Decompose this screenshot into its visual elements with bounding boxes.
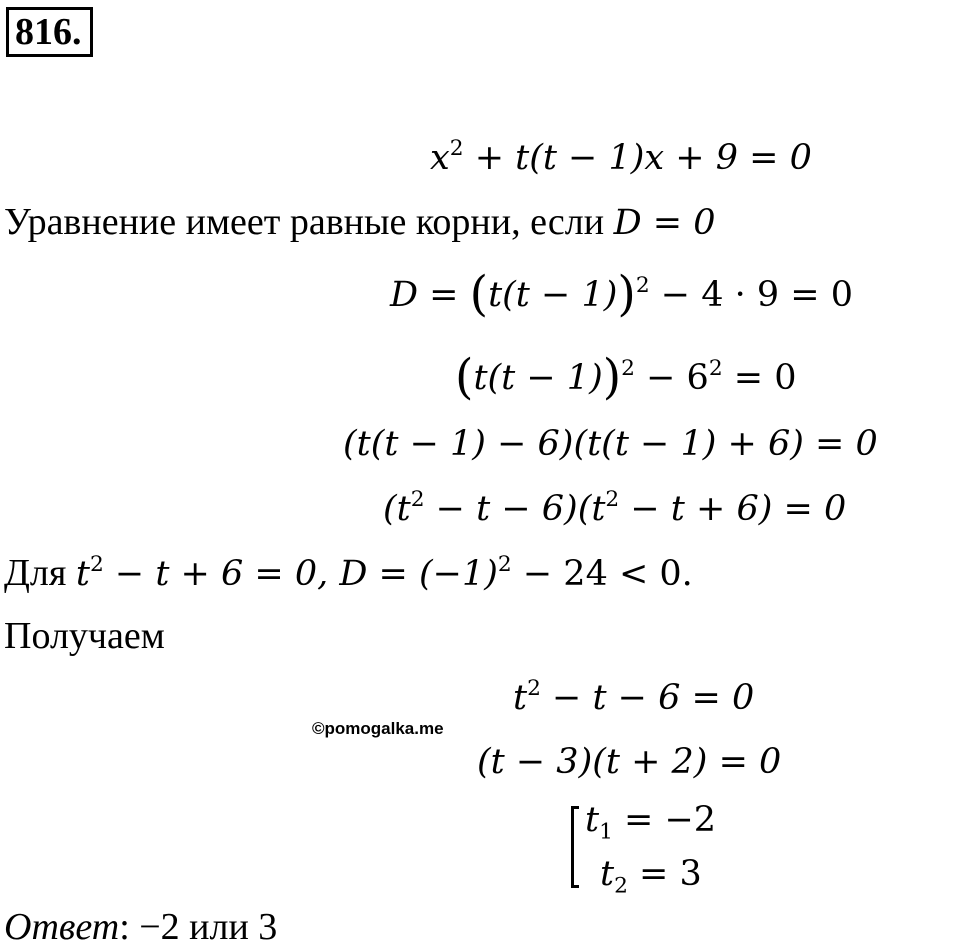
for-t: t xyxy=(75,554,90,594)
quad-t: t xyxy=(513,678,528,718)
for-mid: − t + 6 = 0, D = (−1) xyxy=(103,554,498,594)
root-2-t: t xyxy=(600,854,615,894)
condition-text: Уравнение имеет равные корни, если xyxy=(4,201,605,243)
discriminant-line: $D = (t(t - 1))^2 - 4 \cdot 9 = 0$ xyxy=(390,266,853,322)
roots-bracket xyxy=(571,806,579,888)
expanded-line xyxy=(383,487,846,531)
ds-six: − 6 xyxy=(634,358,709,398)
factored-expr: (t(t − 1) − 6)(t(t − 1) + 6) = 0 xyxy=(343,424,878,464)
quad-power: 2 xyxy=(527,675,541,701)
exp-power-1: 2 xyxy=(410,486,425,512)
obtain-text: Получаем xyxy=(4,615,165,657)
exp-a: (t xyxy=(383,489,411,529)
factored-line xyxy=(343,422,878,466)
answer-line xyxy=(4,905,277,949)
condition-d: D = 0 xyxy=(613,203,716,243)
roots-factored: (t − 3)(t + 2) = 0 xyxy=(477,742,782,782)
for-text: Для xyxy=(4,552,67,594)
ds-inner: t(t − 1) xyxy=(473,358,603,398)
answer-value: : −2 или 3 xyxy=(119,906,278,948)
for-power-1: 2 xyxy=(89,551,104,577)
root-2-value: = 3 xyxy=(627,854,702,894)
root-1-value: = −2 xyxy=(612,800,717,840)
ds-eq: = 0 xyxy=(722,358,797,398)
quadratic-line xyxy=(513,676,754,720)
disc-inner: t(t − 1) xyxy=(488,275,618,315)
ds-power: 2 xyxy=(621,355,635,381)
root-1-index: 1 xyxy=(599,819,613,845)
root-1 xyxy=(585,798,717,845)
exp-c: − t + 6) = 0 xyxy=(619,489,847,529)
disc-rest: − 4 · 9 = 0 xyxy=(649,275,853,315)
eq-x: x xyxy=(430,138,450,178)
disc-power: 2 xyxy=(635,272,650,298)
problem-number: 816. xyxy=(6,7,93,57)
for-line xyxy=(4,551,693,596)
root-1-t: t xyxy=(585,800,600,840)
answer-label: Ответ xyxy=(4,906,120,948)
disc-d: D = xyxy=(390,275,470,315)
roots-factored-line xyxy=(477,740,781,784)
for-end: − 24 < 0. xyxy=(511,554,693,594)
for-power-2: 2 xyxy=(497,551,512,577)
ds-six-power: 2 xyxy=(708,355,723,381)
exp-b: − t − 6)(t xyxy=(424,489,606,529)
root-2 xyxy=(600,852,702,899)
root-2-index: 2 xyxy=(614,873,628,899)
condition-line xyxy=(4,200,715,245)
exp-power-2: 2 xyxy=(605,486,620,512)
difference-squares-line: $(t(t - 1))^2 - 6^2 = 0$ xyxy=(455,349,797,405)
quad-rest: − t − 6 = 0 xyxy=(540,678,755,718)
eq-x-power: 2 xyxy=(449,135,464,161)
equation-main xyxy=(430,136,812,180)
watermark: ©pomogalka.me xyxy=(312,719,444,738)
eq-rest: + t(t − 1)x + 9 = 0 xyxy=(463,138,812,178)
